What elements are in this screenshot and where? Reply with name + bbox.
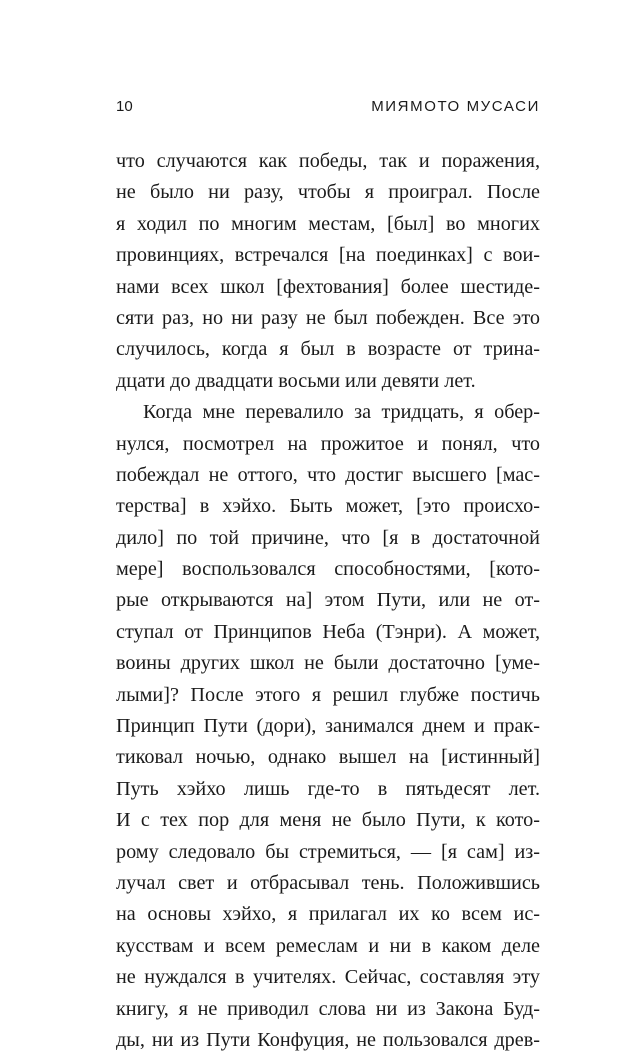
text-line: на основы хэйхо, я прилагал их ко всем ис- [116, 903, 540, 926]
text-line: лыми]? После этого я решил глубже постичь [116, 683, 540, 706]
text-line: провинциях, встречался [на поединках] с вои- [116, 244, 540, 267]
text-line: Принцип Пути (дори), занимался днем и прак- [116, 715, 540, 738]
text-line: Путь хэйхо лишь где-то в пятьдесят лет. [116, 777, 540, 800]
text-line: что случаются как победы, так и поражения, [116, 150, 540, 172]
text-line: не нуждался в учителях. Сейчас, составляя эту [116, 966, 540, 989]
text-line: я ходил по многим местам, [был] во многих [116, 212, 540, 235]
text-line: случилось, когда я был в возрасте от трина- [116, 338, 540, 361]
text-line: книгу, я не приводил слова ни из Закона Буд- [116, 997, 540, 1020]
text-line: воины других школ не были достаточно [уме- [116, 652, 540, 675]
text-line: нулся, посмотрел на прожитое и понял, что [116, 432, 540, 455]
text-line: Когда мне перевалило за тридцать, я обер- [143, 401, 540, 424]
text-line: нами всех школ [фехтования] более шестиде- [116, 275, 540, 298]
body-text [116, 146, 540, 1056]
running-head: МИЯМОТО МУСАСИ [371, 98, 540, 115]
text-line: рому следовало бы стремиться, — [я сам] из- [116, 840, 540, 863]
page-header [116, 98, 540, 122]
text-line: терства] в хэйхо. Быть может, [это происхо- [116, 495, 540, 518]
text-line: дцати до двадцати восьми или девяти лет. [116, 369, 476, 392]
text-line: рые открываются на] этом Пути, или не от- [116, 589, 540, 612]
text-line: лучал свет и отбрасывал тень. Положившись [116, 871, 540, 894]
text-line: побеждал не оттого, что достиг высшего [мас- [116, 463, 540, 486]
text-line: кусствам и всем ремеслам и ни в каком деле [116, 934, 540, 957]
text-line: ступал от Принципов Неба (Тэнри). А может, [116, 620, 540, 643]
text-line: дило] по той причине, что [я в достаточной [116, 526, 540, 549]
text-line: тиковал ночью, однако вышел на [истинный] [116, 746, 540, 769]
text-line: И с тех пор для меня не было Пути, к кото- [116, 809, 540, 832]
text-line: не было ни разу, чтобы я проиграл. После [116, 181, 540, 204]
page-number: 10 [116, 98, 133, 115]
text-line: сяти раз, но ни разу не был побежден. Все это [116, 306, 540, 329]
text-line: ды, ни из Пути Конфуция, не пользовался древ- [116, 1028, 540, 1051]
text-line: мере] воспользовался способностями, [кото- [116, 558, 540, 581]
